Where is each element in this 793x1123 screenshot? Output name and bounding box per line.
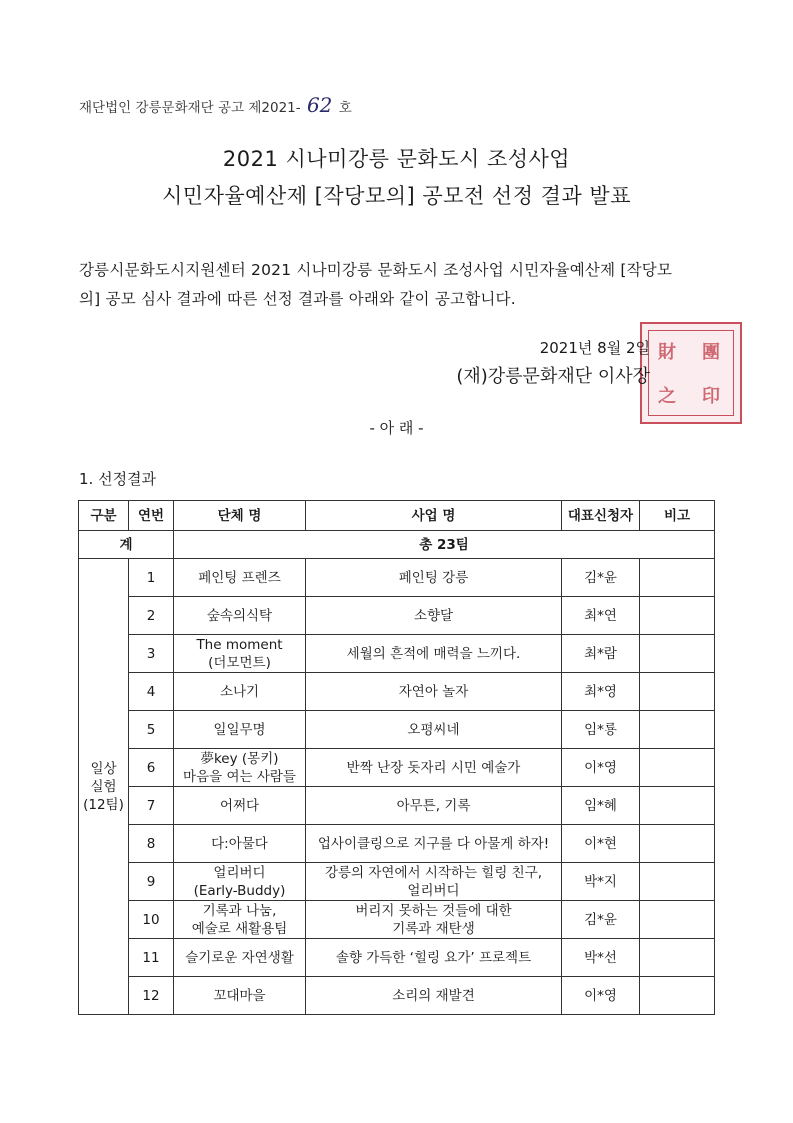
group-name: 숲속의식탁 — [174, 597, 306, 635]
body-line1: 강릉시문화도시지원센터 2021 시나미강릉 문화도시 조성사업 시민자율예산제 [작당모 — [79, 261, 673, 279]
applicant-name: 임*룡 — [562, 711, 640, 749]
remark-cell — [640, 787, 715, 825]
table-row — [79, 977, 715, 1015]
announcement-body — [79, 256, 719, 314]
project-name: 버리지 못하는 것들에 대한 기록과 재탄생 — [306, 901, 562, 939]
header-remark: 비고 — [640, 501, 715, 531]
project-name: 소리의 재발견 — [306, 977, 562, 1015]
table-row — [79, 787, 715, 825]
applicant-name: 김*윤 — [562, 901, 640, 939]
header-category: 구분 — [79, 501, 129, 531]
page-title-line2: 시민자율예산제 [작당모의] 공모전 선정 결과 발표 — [162, 184, 631, 208]
group-name: 소나기 — [174, 673, 306, 711]
remark-cell — [640, 597, 715, 635]
notice-suffix: 호 — [338, 100, 352, 116]
table-row — [79, 673, 715, 711]
project-name: 아무튼, 기록 — [306, 787, 562, 825]
header-project: 사업 명 — [306, 501, 562, 531]
below-label: - 아 래 - — [369, 419, 424, 437]
header-number: 연번 — [129, 501, 174, 531]
row-number: 2 — [129, 597, 174, 635]
page-title-line1: 2021 시나미강릉 문화도시 조성사업 — [222, 147, 571, 171]
row-number: 8 — [129, 825, 174, 863]
applicant-name: 최*영 — [562, 673, 640, 711]
row-number: 6 — [129, 749, 174, 787]
row-number: 10 — [129, 901, 174, 939]
table-row — [79, 711, 715, 749]
applicant-name: 이*현 — [562, 825, 640, 863]
group-name: 꼬대마을 — [174, 977, 306, 1015]
remark-cell — [640, 863, 715, 901]
project-name: 페인팅 강릉 — [306, 559, 562, 597]
category-line: (12팀) — [83, 796, 124, 813]
group-name: 일일무명 — [174, 711, 306, 749]
row-number: 1 — [129, 559, 174, 597]
row-number: 11 — [129, 939, 174, 977]
section-title: 1. 선정결과 — [79, 470, 157, 488]
table-row — [79, 825, 715, 863]
table-row — [79, 749, 715, 787]
applicant-name: 최*연 — [562, 597, 640, 635]
applicant-name: 최*람 — [562, 635, 640, 673]
remark-cell — [640, 901, 715, 939]
table-row — [79, 635, 715, 673]
project-name: 세월의 흔적에 매력을 느끼다. — [306, 635, 562, 673]
remark-cell — [640, 939, 715, 977]
issuer-name: (재)강릉문화재단 이사장 — [456, 366, 650, 387]
row-number: 7 — [129, 787, 174, 825]
group-name: 페인팅 프렌즈 — [174, 559, 306, 597]
table-row — [79, 939, 715, 977]
remark-cell — [640, 749, 715, 787]
row-number: 5 — [129, 711, 174, 749]
row-number: 12 — [129, 977, 174, 1015]
seal-char: 印 — [702, 386, 720, 407]
selection-result-table — [78, 500, 715, 1015]
project-name: 업사이클링으로 지구를 다 아물게 하자! — [306, 825, 562, 863]
row-number: 9 — [129, 863, 174, 901]
project-name: 반짝 난장 돗자리 시민 예술가 — [306, 749, 562, 787]
project-name: 강릉의 자연에서 시작하는 힐링 친구, 얼리버디 — [306, 863, 562, 901]
table-row — [79, 863, 715, 901]
group-name: 기록과 나눔, 예술로 새활용팀 — [174, 901, 306, 939]
applicant-name: 임*혜 — [562, 787, 640, 825]
group-name: 얼리버디 (Early-Buddy) — [174, 863, 306, 901]
category-line: 일상 — [90, 760, 117, 777]
group-name: 슬기로운 자연생활 — [174, 939, 306, 977]
row-number: 4 — [129, 673, 174, 711]
group-name: The moment (더모먼트) — [174, 635, 306, 673]
remark-cell — [640, 977, 715, 1015]
seal-char: 財 — [658, 342, 676, 363]
row-number: 3 — [129, 635, 174, 673]
table-row — [79, 597, 715, 635]
header-applicant: 대표신청자 — [562, 501, 640, 531]
project-name: 소향달 — [306, 597, 562, 635]
remark-cell — [640, 559, 715, 597]
total-label: 계 — [79, 531, 174, 559]
project-name: 오평씨네 — [306, 711, 562, 749]
table-row — [79, 901, 715, 939]
official-seal-stamp — [640, 322, 742, 424]
remark-cell — [640, 635, 715, 673]
notice-prefix: 재단법인 강릉문화재단 공고 제2021- — [79, 100, 301, 116]
project-name: 자연아 놀자 — [306, 673, 562, 711]
body-line2: 의] 공모 심사 결과에 따른 선정 결과를 아래와 같이 공고합니다. — [79, 290, 516, 308]
category-cell — [79, 559, 129, 1015]
remark-cell — [640, 825, 715, 863]
notice-number-line — [79, 93, 352, 117]
applicant-name: 김*윤 — [562, 559, 640, 597]
table-header-row — [79, 501, 715, 531]
total-value: 총 23팀 — [174, 531, 715, 559]
total-row — [79, 531, 715, 559]
applicant-name: 박*지 — [562, 863, 640, 901]
applicant-name: 이*영 — [562, 977, 640, 1015]
applicant-name: 박*선 — [562, 939, 640, 977]
category-line: 실험 — [90, 778, 117, 795]
announcement-date: 2021년 8월 2일 — [539, 339, 650, 357]
seal-char: 之 — [658, 386, 676, 407]
group-name: 夢key (몽키) 마음을 여는 사람들 — [174, 749, 306, 787]
header-group: 단체 명 — [174, 501, 306, 531]
applicant-name: 이*영 — [562, 749, 640, 787]
group-name: 다:아물다 — [174, 825, 306, 863]
group-name: 어쩌다 — [174, 787, 306, 825]
project-name: 솔향 가득한 ‘힐링 요가’ 프로젝트 — [306, 939, 562, 977]
seal-char: 團 — [702, 342, 720, 363]
table-row — [79, 559, 715, 597]
handwritten-notice-number: 62 — [306, 93, 333, 117]
remark-cell — [640, 711, 715, 749]
remark-cell — [640, 673, 715, 711]
